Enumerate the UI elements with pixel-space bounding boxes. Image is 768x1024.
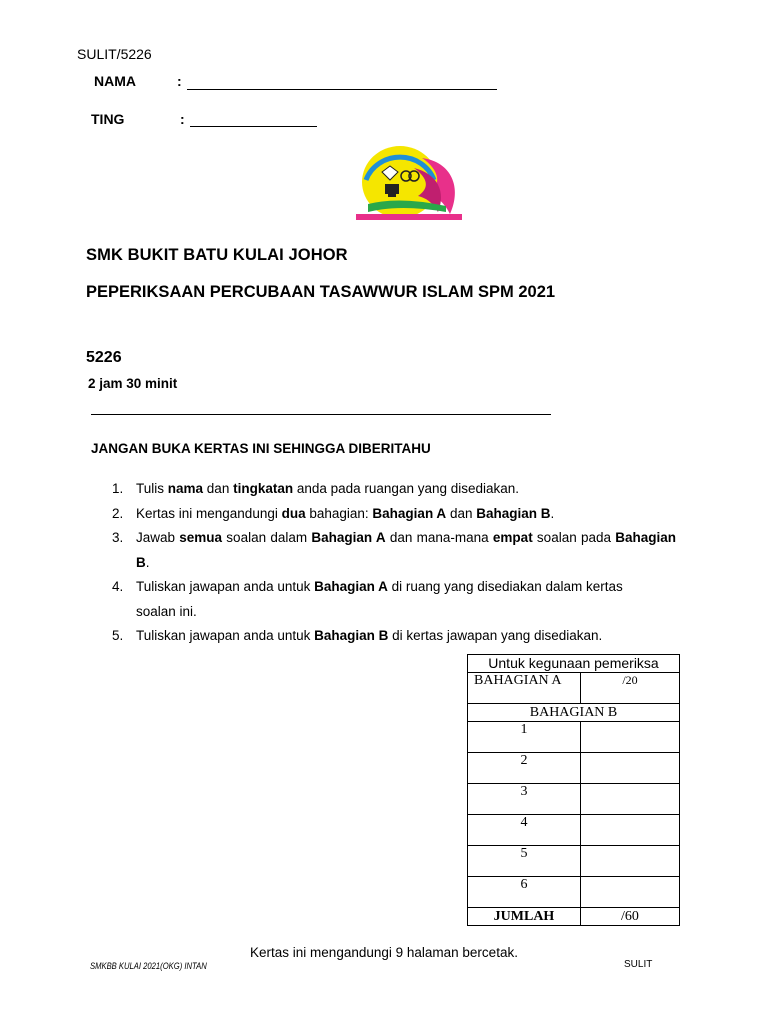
instruction-item: 2. Kertas ini mengandungi dua bahagian: Bahagian A dan Bahagian B. xyxy=(112,505,555,521)
instruction-item: 5. Tuliskan jawapan anda untuk Bahagian B di kertas jawapan yang disediakan. xyxy=(112,628,603,643)
nama-colon: : xyxy=(177,73,182,89)
jumlah-label: JUMLAH xyxy=(468,908,581,926)
instructions-list xyxy=(112,477,676,649)
school-logo xyxy=(352,140,468,226)
bahagian-a-label: BAHAGIAN A xyxy=(468,673,581,704)
score-cell xyxy=(581,877,680,908)
question-number: 4 xyxy=(468,815,581,846)
school-name: SMK BUKIT BATU KULAI JOHOR xyxy=(86,246,348,264)
jumlah-score: /60 xyxy=(581,908,680,926)
sulit-code: SULIT/5226 xyxy=(77,46,152,62)
footer-sulit: SULIT xyxy=(624,959,653,970)
bahagian-a-score: /20 xyxy=(581,673,680,704)
score-cell xyxy=(581,784,680,815)
score-cell xyxy=(581,753,680,784)
exam-title: PEPERIKSAAN PERCUBAAN TASAWWUR ISLAM SPM 2021 xyxy=(86,283,556,301)
paper-duration: 2 jam 30 minit xyxy=(88,376,178,391)
question-number: 6 xyxy=(468,877,581,908)
divider-line xyxy=(91,414,551,415)
score-cell xyxy=(581,846,680,877)
nama-input-line[interactable] xyxy=(187,89,497,90)
question-number: 1 xyxy=(468,722,581,753)
ting-input-line[interactable] xyxy=(190,126,317,127)
question-number: 5 xyxy=(468,846,581,877)
logo-computer xyxy=(385,184,399,194)
score-cell xyxy=(581,815,680,846)
examiner-table-title: Untuk kegunaan pemeriksa xyxy=(468,655,680,673)
page-count-note: Kertas ini mengandungi 9 halaman bercetak. xyxy=(250,945,518,960)
examiner-table xyxy=(467,654,680,926)
question-number: 3 xyxy=(468,784,581,815)
ting-label: TING xyxy=(91,111,125,127)
footer-left-text: SMKBB KULAI 2021(OKG) INTAN xyxy=(90,961,207,971)
nama-label: NAMA xyxy=(94,73,136,89)
bahagian-b-label: BAHAGIAN B xyxy=(468,704,680,722)
instruction-item: 3. Jawab semua soalan dalam Bahagian A dan mana-mana empat soalan pada Bahagian B. xyxy=(112,530,677,570)
do-not-open-warning: JANGAN BUKA KERTAS INI SEHINGGA DIBERITAHU xyxy=(91,441,431,456)
logo-banner xyxy=(356,214,462,220)
question-number: 2 xyxy=(468,753,581,784)
instruction-item: 1. Tulis nama dan tingkatan anda pada ruangan yang disediakan. xyxy=(112,481,520,496)
paper-code: 5226 xyxy=(86,349,122,366)
score-cell xyxy=(581,722,680,753)
instruction-item: 4. Tuliskan jawapan anda untuk Bahagian A di ruang yang disediakan dalam kertas soalan ini. xyxy=(112,579,623,619)
ting-colon: : xyxy=(180,111,185,127)
